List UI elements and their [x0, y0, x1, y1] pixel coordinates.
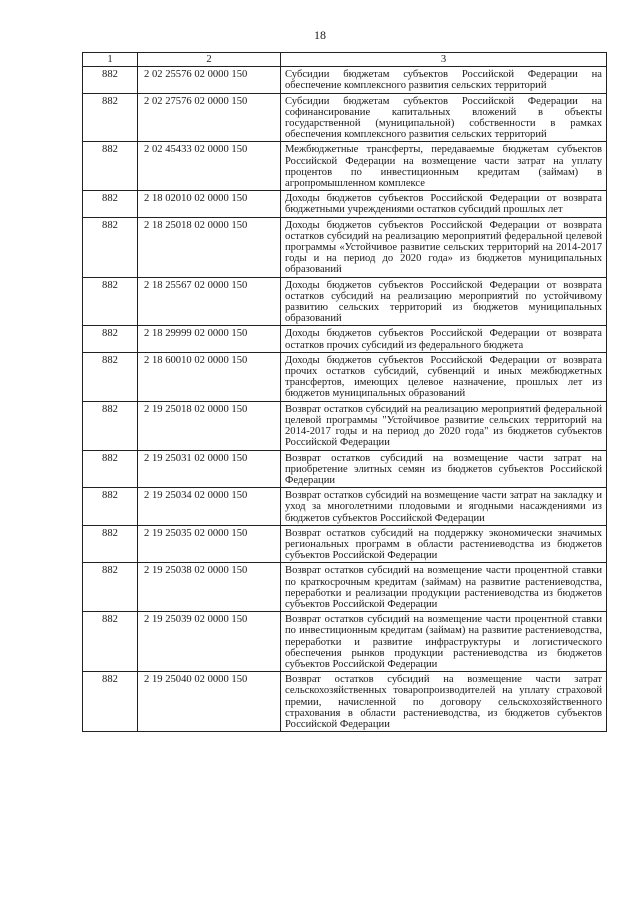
table-row: [83, 352, 607, 401]
table-body: [83, 67, 607, 732]
budget-code-cell: 2 19 25039 02 0000 150: [138, 612, 281, 672]
admin-code-cell: 882: [83, 67, 138, 93]
budget-code-cell: 2 02 25576 02 0000 150: [138, 67, 281, 93]
table-row: [83, 142, 607, 191]
revenue-name-cell: Возврат остатков субсидий на поддержку экономически значимых региональных программ в области растениеводства из бюджетов субъектов Российской Федерации: [281, 525, 607, 563]
table-header-row: [83, 53, 607, 67]
table-row: [83, 93, 607, 142]
revenue-name-cell: Возврат остатков субсидий на возмещение части процентной ставки по инвестиционным кредитам (займам) на развитие растениеводства, переработки и развитие инфраструктуры и логистического обеспечения рынков продукции растениеводства из бюджетов субъектов Российской Федерации: [281, 612, 607, 672]
table-row: [83, 525, 607, 563]
budget-code-cell: 2 19 25035 02 0000 150: [138, 525, 281, 563]
revenue-name-cell: Доходы бюджетов субъектов Российской Федерации от возврата прочих остатков субсидий, субвенций и иных межбюджетных трансфертов, имеющих целевое назначение, прошлых лет из бюджетов муниципальных образований: [281, 352, 607, 401]
revenue-name-cell: Субсидии бюджетам субъектов Российской Федерации на софинансирование капитальных вложений в объекты государственной (муниципальной) собственности в рамках обеспечения комплексного развития сельских территорий: [281, 93, 607, 142]
revenue-name-cell: Доходы бюджетов субъектов Российской Федерации от возврата остатков субсидий на реализацию мероприятий по устойчивому развитию сельских территорий из бюджетов муниципальных образований: [281, 277, 607, 326]
budget-code-cell: 2 02 45433 02 0000 150: [138, 142, 281, 191]
revenue-name-cell: Доходы бюджетов субъектов Российской Федерации от возврата бюджетными учреждениями остатков субсидий прошлых лет: [281, 191, 607, 217]
budget-code-cell: 2 19 25038 02 0000 150: [138, 563, 281, 612]
table-row: [83, 450, 607, 488]
admin-code-cell: 882: [83, 93, 138, 142]
admin-code-cell: 882: [83, 612, 138, 672]
table-header: [83, 53, 607, 67]
budget-classification-table: [82, 52, 607, 732]
revenue-name-cell: Возврат остатков субсидий на возмещение части затрат сельскохозяйственных товаропроизводителей на уплату страховой премии, начисленной по договору сельскохозяйственного страхования в области растениеводства, из бюджетов субъектов Российской Федерации: [281, 672, 607, 732]
revenue-name-cell: Возврат остатков субсидий на возмещение части затрат на приобретение элитных семян из бюджетов субъектов Российской Федерации: [281, 450, 607, 488]
budget-code-cell: 2 18 02010 02 0000 150: [138, 191, 281, 217]
budget-code-cell: 2 18 25567 02 0000 150: [138, 277, 281, 326]
revenue-name-cell: Субсидии бюджетам субъектов Российской Федерации на обеспечение комплексного развития сельских территорий: [281, 67, 607, 93]
budget-code-cell: 2 19 25034 02 0000 150: [138, 488, 281, 526]
column-header-1: 1: [83, 53, 138, 67]
table-row: [83, 672, 607, 732]
admin-code-cell: 882: [83, 488, 138, 526]
column-header-3: 3: [281, 53, 607, 67]
budget-code-cell: 2 18 25018 02 0000 150: [138, 217, 281, 277]
revenue-name-cell: Возврат остатков субсидий на возмещение части затрат на закладку и уход за многолетними плодовыми и ягодными насаждениями из бюджетов субъектов Российской Федерации: [281, 488, 607, 526]
table-row: [83, 277, 607, 326]
table-row: [83, 217, 607, 277]
revenue-name-cell: Возврат остатков субсидий на возмещение части процентной ставки по краткосрочным кредитам (займам) на развитие растениеводства, переработки и реализации продукции растениеводства из бюджетов субъектов Российской Федерации: [281, 563, 607, 612]
budget-code-cell: 2 18 60010 02 0000 150: [138, 352, 281, 401]
admin-code-cell: 882: [83, 401, 138, 450]
revenue-name-cell: Доходы бюджетов субъектов Российской Федерации от возврата остатков субсидий на реализацию мероприятий федеральной целевой программы «Устойчивое развитие сельских территорий на 2014-2017 годы и на период до 2020 года» из бюджетов муниципальных образований: [281, 217, 607, 277]
budget-code-cell: 2 18 29999 02 0000 150: [138, 326, 281, 352]
admin-code-cell: 882: [83, 142, 138, 191]
page-number: 18: [314, 28, 326, 42]
budget-code-cell: 2 19 25040 02 0000 150: [138, 672, 281, 732]
revenue-name-cell: Доходы бюджетов субъектов Российской Федерации от возврата остатков прочих субсидий из федерального бюджета: [281, 326, 607, 352]
admin-code-cell: 882: [83, 191, 138, 217]
admin-code-cell: 882: [83, 563, 138, 612]
revenue-name-cell: Межбюджетные трансферты, передаваемые бюджетам субъектов Российской Федерации на возмещение части затрат на уплату процентов по инвестиционным кредитам (займам) в агропромышленном комплексе: [281, 142, 607, 191]
admin-code-cell: 882: [83, 525, 138, 563]
table-row: [83, 612, 607, 672]
table-row: [83, 401, 607, 450]
admin-code-cell: 882: [83, 450, 138, 488]
admin-code-cell: 882: [83, 326, 138, 352]
budget-code-cell: 2 19 25018 02 0000 150: [138, 401, 281, 450]
admin-code-cell: 882: [83, 217, 138, 277]
column-header-2: 2: [138, 53, 281, 67]
table-row: [83, 326, 607, 352]
table-row: [83, 563, 607, 612]
table-row: [83, 67, 607, 93]
revenue-name-cell: Возврат остатков субсидий на реализацию мероприятий федеральной целевой программы "Устойчивое развитие сельских территорий на 2014-2017 годы и на период до 2020 года" из бюджетов субъектов Российской Федерации: [281, 401, 607, 450]
budget-code-cell: 2 19 25031 02 0000 150: [138, 450, 281, 488]
budget-code-cell: 2 02 27576 02 0000 150: [138, 93, 281, 142]
table-row: [83, 488, 607, 526]
admin-code-cell: 882: [83, 277, 138, 326]
admin-code-cell: 882: [83, 352, 138, 401]
table-row: [83, 191, 607, 217]
admin-code-cell: 882: [83, 672, 138, 732]
